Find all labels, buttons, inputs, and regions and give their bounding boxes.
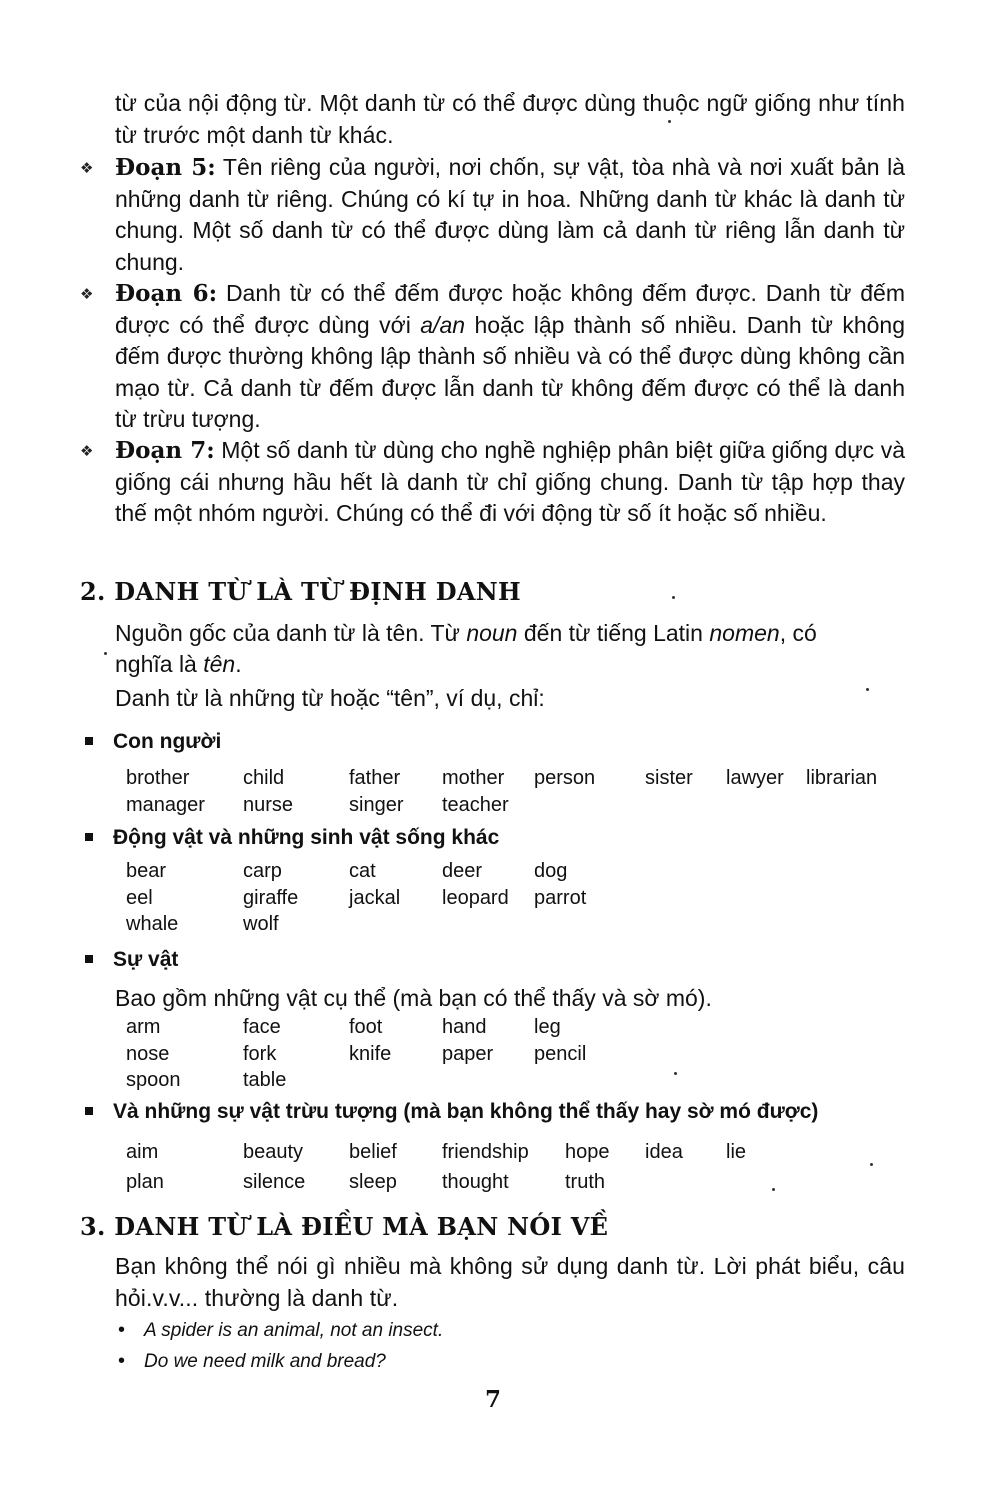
- word: giraffe: [243, 886, 299, 909]
- word: foot: [349, 1016, 383, 1038]
- scan-speck: [870, 1163, 873, 1166]
- bullet-dot-icon: •: [118, 1319, 126, 1341]
- word: pencil: [534, 1042, 587, 1065]
- word: bear: [126, 860, 167, 882]
- section-2-heading: 2. DANH TỪ LÀ TỪ ĐỊNH DANH: [80, 577, 521, 606]
- word: sister: [645, 767, 693, 789]
- word: carp: [243, 860, 282, 882]
- intro-paragraph: từ của nội động từ. Một danh từ có thể được dùng thuộc ngữ giống như tính từ trước một danh từ khác.: [115, 90, 905, 148]
- group-heading-animals: Động vật và những sinh vật sống khác: [85, 824, 499, 852]
- word: idea: [645, 1141, 683, 1163]
- paragraph-label: Đoạn 6:: [115, 280, 218, 307]
- group-heading-things: Sự vật: [85, 946, 178, 974]
- diamond-bullet-icon: ❖: [80, 443, 94, 460]
- bullet-dot-icon: •: [118, 1350, 126, 1372]
- word: teacher: [442, 793, 509, 816]
- word: friendship: [442, 1141, 529, 1163]
- scan-speck: [674, 1072, 677, 1075]
- word: knife: [349, 1042, 392, 1065]
- scan-speck: [772, 1188, 775, 1191]
- word: leopard: [442, 886, 509, 909]
- scan-speck: [104, 652, 107, 655]
- word: eel: [126, 886, 153, 909]
- word: cat: [349, 860, 376, 882]
- group-note-things: Bao gồm những vật cụ thể (mà bạn có thể thấy và sờ mó).: [115, 985, 712, 1011]
- word: wolf: [243, 913, 279, 935]
- group-heading-people: Con người: [85, 728, 221, 756]
- word: mother: [442, 767, 505, 789]
- word: truth: [565, 1171, 606, 1193]
- word: lawyer: [726, 767, 784, 789]
- paragraph-label: Đoạn 5:: [115, 154, 216, 181]
- square-bullet-icon: [85, 833, 93, 841]
- word: aim: [126, 1141, 159, 1163]
- section-3-heading: 3. DANH TỪ LÀ ĐIỀU MÀ BẠN NÓI VỀ: [80, 1212, 609, 1241]
- word: face: [243, 1016, 281, 1038]
- paragraph-label: Đoạn 7:: [115, 437, 215, 464]
- square-bullet-icon: [85, 955, 93, 963]
- section-2-line-1: Nguồn gốc của danh từ là tên. Từ noun đến từ tiếng Latin nomen, có: [115, 620, 817, 646]
- word: paper: [442, 1042, 494, 1065]
- group-heading-abstract: Và những sự vật trừu tượng (mà bạn không thể thấy hay sờ mó được): [85, 1098, 818, 1126]
- scan-speck: [672, 596, 675, 599]
- word: hand: [442, 1016, 487, 1038]
- paragraph-item-6: [80, 278, 905, 436]
- word: thought: [442, 1171, 509, 1193]
- word: leg: [534, 1016, 561, 1038]
- paragraph-item-text: Đoạn 7: Một số danh từ dùng cho nghề nghiệp phân biệt giữa giống dực và giống cái nhưng hầu hết là danh từ chỉ giống chung. Danh từ tập hợp thay thế một nhóm người. Chúng có thể đi với động từ số ít hoặc số nhiều.: [115, 437, 906, 526]
- word: child: [243, 767, 285, 789]
- section-2-line-3: Danh từ là những từ hoặc “tên”, ví dụ, chỉ:: [115, 685, 545, 711]
- paragraph-item-5: [80, 152, 905, 278]
- word: deer: [442, 860, 483, 882]
- diamond-bullet-icon: ❖: [80, 286, 94, 303]
- paragraph-item-text: Đoạn 5: Tên riêng của người, nơi chốn, sự vật, tòa nhà và nơi xuất bản là những danh từ riêng. Chúng có kí tự in hoa. Những danh từ khác là danh từ chung. Một số danh từ có thể được dùng làm cả danh từ riêng lẫn danh từ chung.: [115, 154, 905, 275]
- word: belief: [349, 1141, 397, 1163]
- scan-speck: [668, 120, 671, 123]
- section-2-line-2: nghĩa là tên.: [115, 651, 242, 677]
- page-number: 7: [485, 1386, 502, 1413]
- word: silence: [243, 1171, 306, 1193]
- paragraph-item-7: [80, 435, 905, 530]
- word: dog: [534, 860, 568, 882]
- word: nurse: [243, 793, 294, 816]
- word: librarian: [806, 767, 878, 789]
- word: hope: [565, 1141, 610, 1163]
- word: arm: [126, 1016, 161, 1038]
- word: brother: [126, 767, 190, 789]
- word: table: [243, 1069, 287, 1091]
- word: father: [349, 767, 401, 789]
- word: plan: [126, 1171, 164, 1193]
- word: manager: [126, 793, 205, 816]
- word: spoon: [126, 1069, 181, 1091]
- word: whale: [126, 913, 179, 935]
- scan-speck: [866, 688, 869, 691]
- paragraph-item-text: Đoạn 6: Danh từ có thể đếm được hoặc không đếm được. Danh từ đếm được có thể được dùng với a/an hoặc lập thành số nhiều. Danh từ không đếm được thường không lập thành số nhiều và có thể được dùng không cần mạo từ. Cả danh từ đếm được lẫn danh từ không đếm được có thể là danh từ trừu tượng.: [115, 280, 906, 432]
- word: beauty: [243, 1141, 304, 1163]
- example-list: [118, 1315, 443, 1377]
- word: lie: [726, 1141, 747, 1163]
- example-item: • A spider is an animal, not an insect.: [118, 1315, 443, 1346]
- word: nose: [126, 1042, 170, 1065]
- word: person: [534, 767, 596, 789]
- word: fork: [243, 1042, 277, 1065]
- word: singer: [349, 793, 404, 816]
- example-item: • Do we need milk and bread?: [118, 1346, 443, 1377]
- square-bullet-icon: [85, 737, 93, 745]
- word: sleep: [349, 1171, 397, 1193]
- word: jackal: [349, 886, 401, 909]
- square-bullet-icon: [85, 1107, 93, 1115]
- section-3-paragraph: Bạn không thể nói gì nhiều mà không sử dụng danh từ. Lời phát biểu, câu hỏi.v.v... thường là danh từ.: [115, 1253, 905, 1311]
- word: parrot: [534, 886, 587, 909]
- diamond-bullet-icon: ❖: [80, 160, 94, 177]
